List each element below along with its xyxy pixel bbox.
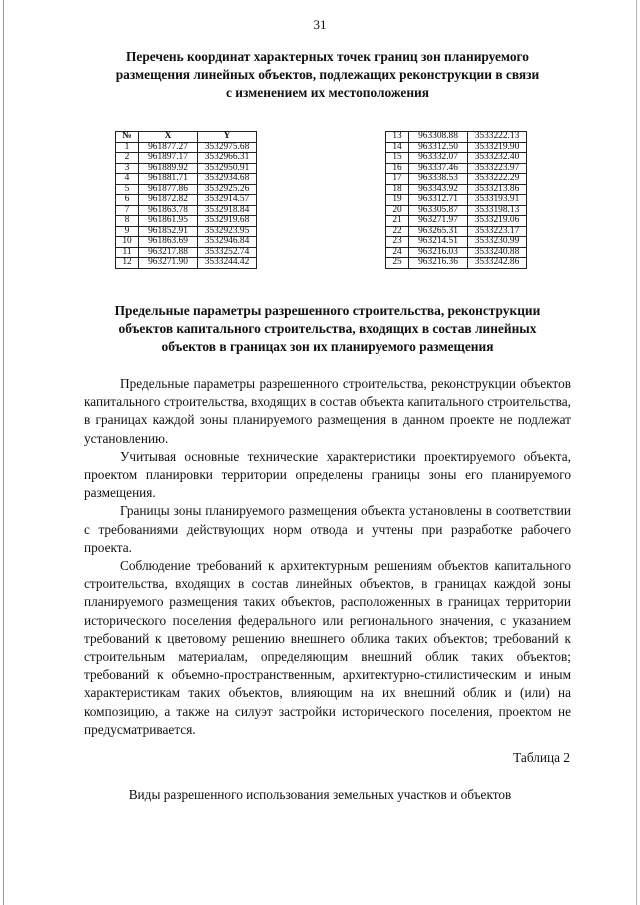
title-line: размещения линейных объектов, подлежащих реконструкции в связи bbox=[115, 67, 540, 82]
cell-y: 3533242.86 bbox=[468, 258, 527, 269]
cell-number: 18 bbox=[386, 184, 409, 195]
title-line: с изменением их местоположения bbox=[225, 85, 430, 100]
table-row bbox=[386, 163, 527, 174]
section-title-coordinates bbox=[70, 48, 585, 102]
cell-x: 963271.90 bbox=[139, 258, 198, 269]
cell-y: 3533230.99 bbox=[468, 237, 527, 248]
cell-number: 16 bbox=[386, 163, 409, 174]
cell-number: 12 bbox=[116, 258, 139, 269]
cell-y: 3533244.42 bbox=[198, 258, 257, 269]
cell-y: 3533222.13 bbox=[468, 132, 527, 143]
paragraph: Учитывая основные технические характеристики проектируемого объекта, проектом планировки территории определены границы зоны его планируемого размещения. bbox=[84, 448, 571, 501]
cell-y: 3533223.17 bbox=[468, 226, 527, 237]
table-row bbox=[386, 247, 527, 258]
page-number: 31 bbox=[313, 17, 327, 32]
cell-y: 3532923.95 bbox=[198, 226, 257, 237]
cell-y: 3533252.74 bbox=[198, 247, 257, 258]
header-x: X bbox=[139, 132, 198, 143]
cell-x: 961897.17 bbox=[139, 153, 198, 164]
table-row bbox=[116, 195, 257, 206]
table-row bbox=[116, 247, 257, 258]
table-row bbox=[116, 153, 257, 164]
table-row bbox=[116, 237, 257, 248]
cell-number: 17 bbox=[386, 174, 409, 185]
cell-x: 961881.71 bbox=[139, 174, 198, 185]
cell-number: 13 bbox=[386, 132, 409, 143]
cell-y: 3532934.68 bbox=[198, 174, 257, 185]
table-row bbox=[116, 205, 257, 216]
cell-number: 2 bbox=[116, 153, 139, 164]
title-line: объектов капитального строительства, входящих в состав линейных bbox=[118, 321, 537, 336]
scan-edge-right bbox=[636, 0, 637, 905]
cell-number: 4 bbox=[116, 174, 139, 185]
table-row bbox=[116, 142, 257, 153]
cell-number: 22 bbox=[386, 226, 409, 237]
cell-x: 963265.31 bbox=[409, 226, 468, 237]
table-row bbox=[386, 132, 527, 143]
cell-y: 3533198.13 bbox=[468, 205, 527, 216]
cell-number: 10 bbox=[116, 237, 139, 248]
table-row bbox=[116, 163, 257, 174]
scan-edge-left bbox=[3, 0, 4, 905]
table-row bbox=[386, 195, 527, 206]
cell-y: 3533219.90 bbox=[468, 142, 527, 153]
cell-x: 963214.51 bbox=[409, 237, 468, 248]
table-header-row bbox=[116, 132, 257, 143]
cell-y: 3533240.88 bbox=[468, 247, 527, 258]
table-row bbox=[116, 184, 257, 195]
table-row bbox=[386, 237, 527, 248]
cell-number: 11 bbox=[116, 247, 139, 258]
header-number: № bbox=[116, 132, 139, 143]
cell-x: 963338.53 bbox=[409, 174, 468, 185]
cell-number: 6 bbox=[116, 195, 139, 206]
table-caption: Виды разрешенного использования земельных участков и объектов bbox=[128, 787, 512, 802]
cell-x: 963312.50 bbox=[409, 142, 468, 153]
cell-y: 3533213.86 bbox=[468, 184, 527, 195]
cell-y: 3532946.84 bbox=[198, 237, 257, 248]
table-row bbox=[116, 216, 257, 227]
cell-y: 3533222.29 bbox=[468, 174, 527, 185]
cell-x: 963271.97 bbox=[409, 216, 468, 227]
cell-number: 8 bbox=[116, 216, 139, 227]
table-row bbox=[386, 226, 527, 237]
coordinates-table-left bbox=[115, 131, 257, 269]
header-y: Y bbox=[198, 132, 257, 143]
cell-number: 20 bbox=[386, 205, 409, 216]
table-row bbox=[386, 153, 527, 164]
cell-number: 25 bbox=[386, 258, 409, 269]
cell-number: 24 bbox=[386, 247, 409, 258]
cell-number: 14 bbox=[386, 142, 409, 153]
cell-x: 963343.92 bbox=[409, 184, 468, 195]
cell-y: 3532914.57 bbox=[198, 195, 257, 206]
cell-x: 961852.91 bbox=[139, 226, 198, 237]
title-line: объектов в границах зон их планируемого размещения bbox=[161, 339, 494, 354]
paragraph: Предельные параметры разрешенного строительства, реконструкции объектов капитального строительства, входящих в состав объекта капитального строительства, в границах каждой зоны планируемого размещения в данном проекте не подлежат установлению. bbox=[84, 376, 571, 446]
cell-y: 3532966.31 bbox=[198, 153, 257, 164]
cell-x: 961863.78 bbox=[139, 205, 198, 216]
cell-y: 3532950.91 bbox=[198, 163, 257, 174]
cell-x: 963216.36 bbox=[409, 258, 468, 269]
cell-number: 19 bbox=[386, 195, 409, 206]
table-row bbox=[386, 258, 527, 269]
cell-x: 963337.46 bbox=[409, 163, 468, 174]
cell-y: 3533223.97 bbox=[468, 163, 527, 174]
table-row bbox=[386, 184, 527, 195]
cell-y: 3532919.68 bbox=[198, 216, 257, 227]
table-row bbox=[116, 174, 257, 185]
cell-y: 3533219.06 bbox=[468, 216, 527, 227]
cell-x: 963308.88 bbox=[409, 132, 468, 143]
cell-x: 963312.71 bbox=[409, 195, 468, 206]
cell-x: 963217.88 bbox=[139, 247, 198, 258]
title-line: Перечень координат характерных точек границ зон планируемого bbox=[125, 49, 529, 64]
cell-y: 3532925.26 bbox=[198, 184, 257, 195]
cell-x: 961877.27 bbox=[139, 142, 198, 153]
table-row bbox=[386, 174, 527, 185]
cell-number: 1 bbox=[116, 142, 139, 153]
body-text bbox=[84, 375, 571, 739]
table-label: Таблица 2 bbox=[513, 750, 570, 765]
cell-y: 3532918.84 bbox=[198, 205, 257, 216]
cell-x: 961872.82 bbox=[139, 195, 198, 206]
cell-x: 963332.07 bbox=[409, 153, 468, 164]
cell-y: 3533193.91 bbox=[468, 195, 527, 206]
cell-x: 961877.86 bbox=[139, 184, 198, 195]
cell-x: 961861.95 bbox=[139, 216, 198, 227]
table-row bbox=[386, 205, 527, 216]
table-row bbox=[116, 226, 257, 237]
table-row bbox=[116, 258, 257, 269]
cell-x: 961889.92 bbox=[139, 163, 198, 174]
cell-number: 3 bbox=[116, 163, 139, 174]
section-title-parameters bbox=[70, 302, 585, 356]
paragraph: Соблюдение требований к архитектурным решениям объектов капитального строительства, входящих в состав линейных объектов, в границах каждой зоны планируемого размещения таких объектов, расположенных в границах территории исторического поселения федерального или регионального значения, с указанием требований к цветовому решению внешнего облика таких объектов; требований к строительным материалам, определяющим внешний облик таких объектов; требований к объемно-пространственным, архитектурно-стилистическим и иным характеристикам таких объектов, влияющим на их внешний облик и (или) на композицию, а также на силуэт застройки исторического поселения, проектом не предусматривается. bbox=[84, 558, 571, 737]
cell-number: 5 bbox=[116, 184, 139, 195]
cell-number: 9 bbox=[116, 226, 139, 237]
cell-number: 15 bbox=[386, 153, 409, 164]
table-row bbox=[386, 142, 527, 153]
cell-number: 23 bbox=[386, 237, 409, 248]
cell-x: 961863.69 bbox=[139, 237, 198, 248]
cell-x: 963305.87 bbox=[409, 205, 468, 216]
title-line: Предельные параметры разрешенного строительства, реконструкции bbox=[114, 303, 541, 318]
cell-x: 963216.03 bbox=[409, 247, 468, 258]
coordinates-table-right bbox=[385, 131, 527, 269]
paragraph: Границы зоны планируемого размещения объекта установлены в соответствии с требованиями действующих норм отвода и учтены при разработке рабочего проекта. bbox=[84, 503, 571, 555]
table-row bbox=[386, 216, 527, 227]
cell-number: 21 bbox=[386, 216, 409, 227]
cell-number: 7 bbox=[116, 205, 139, 216]
cell-y: 3533232.40 bbox=[468, 153, 527, 164]
cell-y: 3532975.68 bbox=[198, 142, 257, 153]
